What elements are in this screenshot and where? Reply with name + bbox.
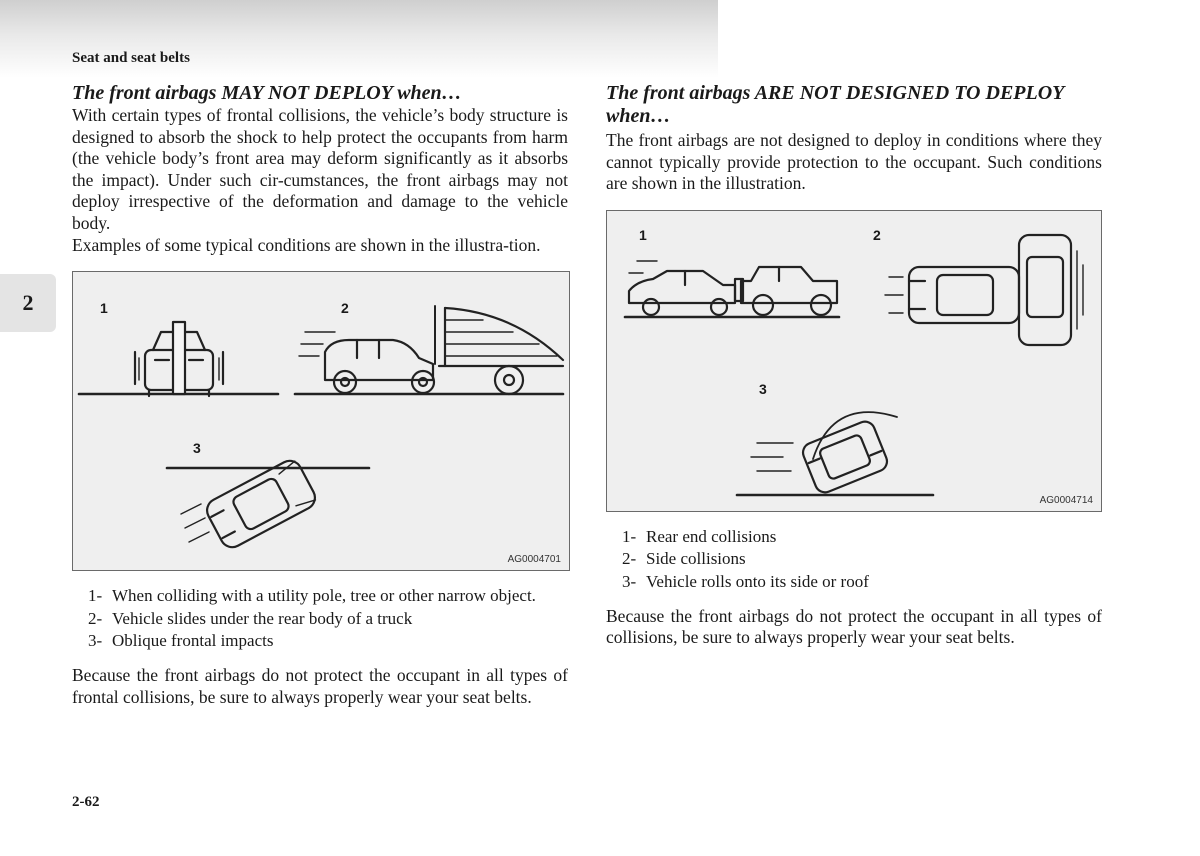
figure-label-1: 1	[100, 300, 108, 317]
list-item: 1- When colliding with a utility pole, tree or other narrow object.	[88, 586, 536, 606]
left-heading: The front airbags MAY NOT DEPLOY when…	[72, 82, 462, 104]
list-item: 2- Side collisions	[622, 549, 746, 569]
right-closing: Because the front airbags do not protect the occupant in all types of collisions, be sure to always properly wear your seat belts.	[606, 605, 1102, 648]
figure-label-1: 1	[639, 226, 647, 243]
list-item: 1- Rear end collisions	[622, 526, 777, 546]
list-item: 3- Oblique frontal impacts	[88, 631, 274, 651]
figure-not-designed	[606, 210, 1102, 512]
figure-label-2: 2	[341, 300, 349, 317]
section-title: Seat and seat belts	[72, 50, 190, 66]
figure-label-3: 3	[759, 380, 767, 397]
right-heading: The front airbags ARE NOT DESIGNED TO DEPLOY when…	[606, 82, 1064, 127]
may-not-deploy-illustration	[73, 272, 569, 570]
figure-label-3: 3	[193, 440, 201, 457]
not-designed-illustration	[607, 211, 1101, 511]
figure-code: AG0004701	[507, 554, 561, 566]
page-number: 2-62	[72, 794, 100, 810]
left-column	[72, 82, 568, 708]
chapter-tab: 2	[0, 274, 56, 332]
right-list	[622, 526, 1100, 594]
left-closing: Because the front airbags do not protect the occupant in all types of frontal collisions, be sure to always properly wear your seat belts.	[72, 664, 568, 707]
left-list	[88, 585, 564, 653]
figure-code: AG0004714	[1039, 494, 1093, 506]
right-paragraph-1: The front airbags are not designed to deploy in conditions where they cannot typically provide protection to the occupant. Such conditions are shown in the illustration.	[606, 130, 1102, 194]
left-paragraph-2: Examples of some typical conditions are shown in the illustra-tion.	[72, 234, 541, 255]
right-column	[606, 82, 1102, 649]
figure-may-not-deploy	[72, 271, 570, 571]
list-item: 2- Vehicle slides under the rear body of a truck	[88, 608, 413, 628]
figure-label-2: 2	[873, 226, 881, 243]
left-paragraph-1: With certain types of frontal collisions, the vehicle’s body structure is designed to absorb the shock to help protect the occupants from harm (the vehicle body’s front area may deform significantly as it absorbs the impact). Under such cir-cumstances, the front airbags may not deploy irrespective of the deformation and damage to the vehicle body.	[72, 105, 568, 233]
list-item: 3- Vehicle rolls onto its side or roof	[622, 571, 869, 591]
